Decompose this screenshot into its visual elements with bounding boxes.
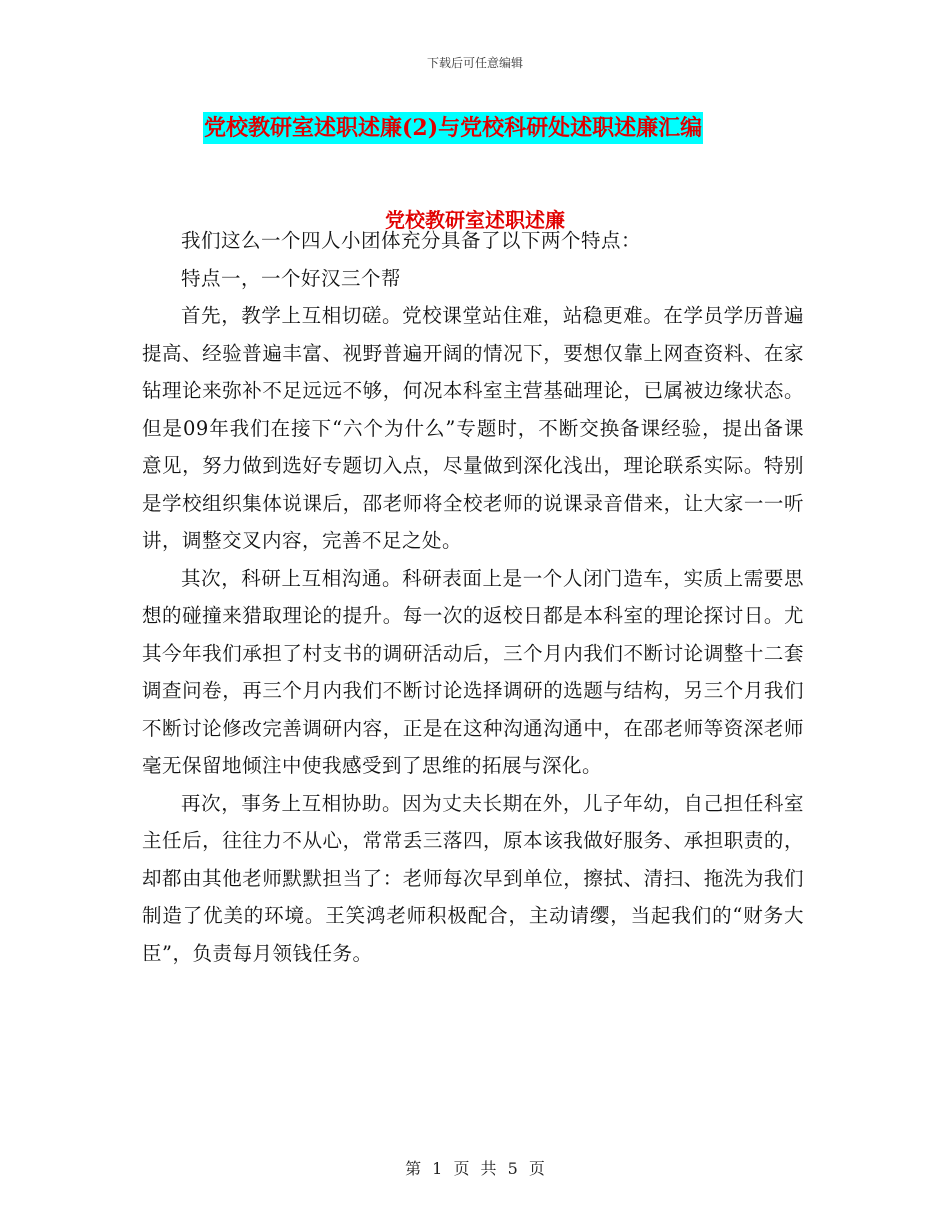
- paragraph-research: 其次，科研上互相沟通。科研表面上是一个人闭门造车，实质上需要思想的碰撞来猎取理论的提升。每一次的返校日都是本科室的理论探讨日。尤其今年我们承担了村支书的调研活动后，三个月内我们不断讨论调整十二套调查问卷，再三个月内我们不断讨论选择调研的选题与结构，另三个月我们不断讨论修改完善调研内容，正是在这种沟通沟通中，在邵老师等资深老师毫无保留地倾注中使我感受到了思维的拓展与深化。: [142, 566, 804, 777]
- header-note: 下载后可任意编辑: [426, 56, 523, 70]
- paragraph-affairs: 再次，事务上互相协助。因为丈夫长期在外，儿子年幼，自己担任科室主任后，往往力不从心，常常丢三落四，原本该我做好服务、承担职责的，却都由其他老师默默担当了：老师每次早到单位，擦拭、清扫、拖洗为我们制造了优美的环境。王笑鸿老师积极配合，主动请缨，当起我们的“财务大臣”，负责每月领钱任务。: [142, 791, 804, 965]
- page-number-footer: 第 1 页 共 5 页: [405, 1159, 545, 1178]
- document-main-title: 党校教研室述职述廉(2)与党校科研处述职述廉汇编: [203, 112, 703, 144]
- paragraph-intro: 我们这么一个四人小团体充分具备了以下两个特点：: [181, 229, 642, 252]
- paragraph-feature-one: 特点一，一个好汉三个帮: [181, 266, 402, 290]
- section-title: 党校教研室述职述廉: [385, 208, 565, 232]
- paragraph-teaching: 首先，教学上互相切磋。党校课堂站住难，站稳更难。在学员学历普遍提高、经验普遍丰富、视野普遍开阔的情况下，要想仅靠上网查资料、在家钻理论来弥补不足远远不够，何况本科室主营基础理论，已属被边缘状态。但是09年我们在接下“六个为什么”专题时，不断交换备课经验，提出备课意见，努力做到选好专题切入点，尽量做到深化浅出，理论联系实际。特别是学校组织集体说课后，邵老师将全校老师的说课录音借来，让大家一一听讲，调整交叉内容，完善不足之处。: [142, 304, 804, 552]
- document-body: [142, 222, 804, 972]
